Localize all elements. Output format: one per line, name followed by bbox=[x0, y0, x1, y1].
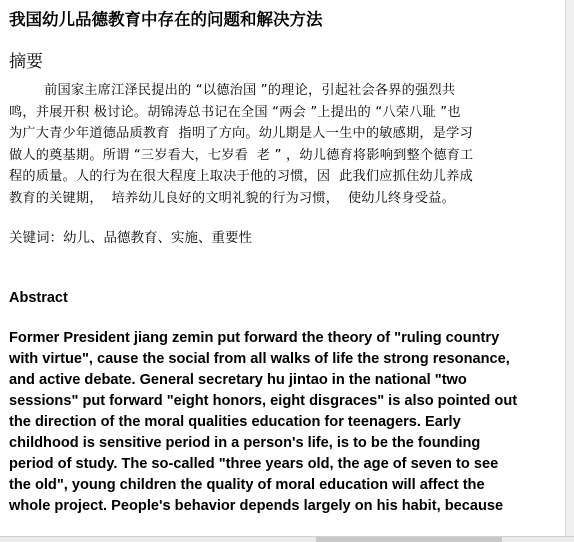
horizontal-scrollbar-thumb[interactable] bbox=[316, 537, 502, 542]
abstract-en-line: the old", young children the quality of moral education will affect the bbox=[9, 477, 485, 493]
abstract-heading-chinese: 摘要 bbox=[9, 52, 43, 72]
abstract-en-line: with virtue", cause the social from all walks of life the strong resonance, bbox=[9, 351, 510, 367]
vertical-scrollbar[interactable] bbox=[565, 0, 574, 542]
abstract-heading-english: Abstract bbox=[9, 290, 68, 306]
abstract-en-line: whole project. People's behavior depends largely on his habit, because bbox=[9, 498, 504, 514]
abstract-en-line: childhood is sensitive period in a person's life, is to be the founding bbox=[9, 435, 481, 451]
horizontal-scrollbar[interactable] bbox=[0, 536, 574, 542]
abstract-en-line: and active debate. General secretary hu jintao in the national "two bbox=[9, 372, 467, 388]
abstract-en-line: sessions" put forward "eight honors, eight disgraces" is also pointed out bbox=[9, 393, 518, 409]
abstract-cn-line: 教育的关键期， 培养幼儿良好的文明礼貌的行为习惯， 使幼儿终身受益。 bbox=[9, 190, 455, 206]
document-title: 我国幼儿品德教育中存在的问题和解决方法 bbox=[9, 10, 323, 29]
abstract-cn-line: 程的质量。人的行为在很大程度上取决于他的习惯，因 此我们应抓住幼儿养成 bbox=[9, 169, 473, 184]
abstract-body-chinese bbox=[9, 80, 561, 209]
abstract-cn-line: 前国家主席江泽民提出的 “以德治国 ”的理论，引起社会各界的强烈共 bbox=[9, 83, 456, 98]
keywords-chinese: 关键词：幼儿、品德教育、实施、重要性 bbox=[9, 230, 252, 246]
abstract-en-line: period of study. The so-called "three years old, the age of seven to see bbox=[9, 456, 499, 472]
abstract-cn-line: 为广大青少年道德品质教育 指明了方向。幼儿期是人一生中的敏感期，是学习 bbox=[9, 126, 473, 141]
abstract-body-english bbox=[9, 328, 566, 517]
abstract-cn-line: 做人的奠基期。所谓 “三岁看大，七岁看 老 ” ，幼儿德育将影响到整个德育工 bbox=[9, 147, 474, 163]
abstract-cn-line: 鸣，并展开积 极讨论。胡锦涛总书记在全国 “两会 ”上提出的 “八荣八耻 ”也 bbox=[9, 104, 461, 120]
abstract-en-line: Former President jiang zemin put forward the theory of "ruling country bbox=[9, 330, 500, 346]
abstract-en-line: the direction of the moral qualities education for teenagers. Early bbox=[9, 414, 461, 430]
